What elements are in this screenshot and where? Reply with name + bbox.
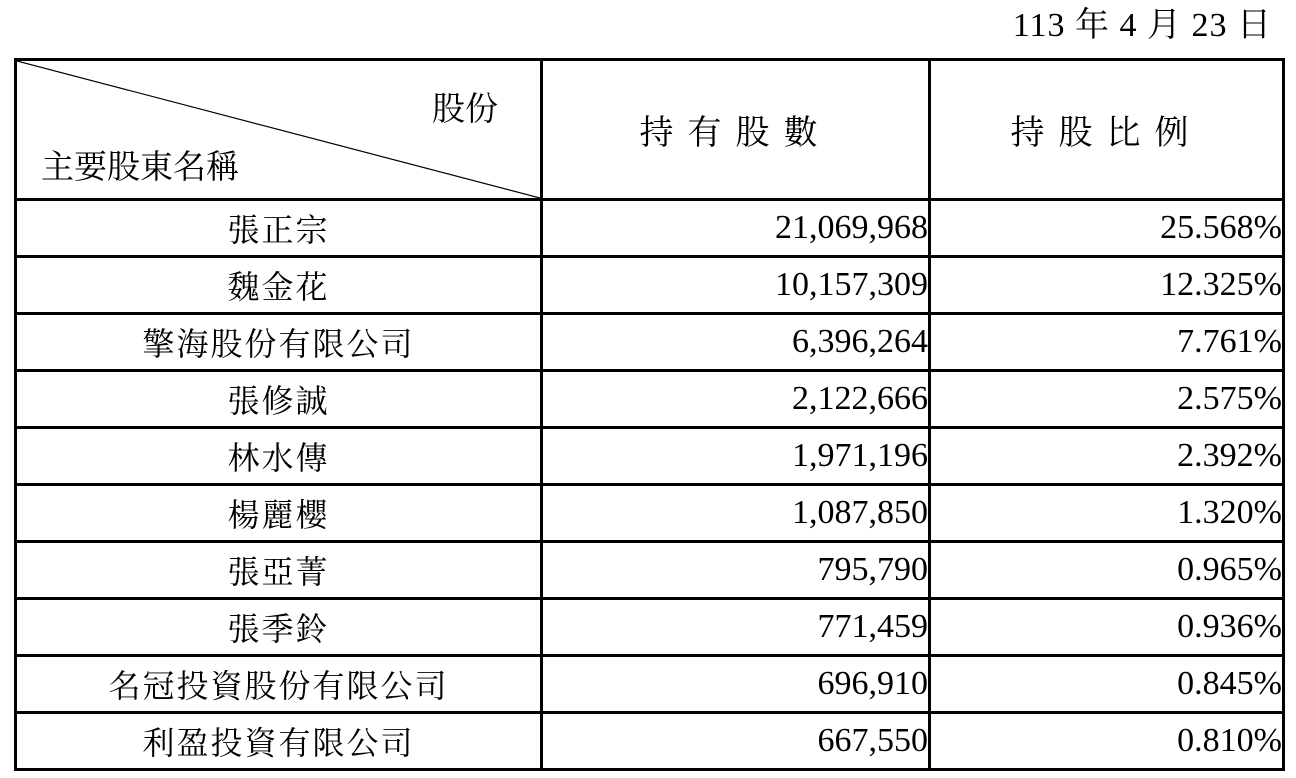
shareholding-ratio: 2.392%: [930, 428, 1284, 485]
shareholding-ratio: 25.568%: [930, 200, 1284, 257]
table-row: [16, 200, 1284, 257]
table-row: [16, 656, 1284, 713]
shareholder-name: 張修誠: [16, 371, 542, 428]
shareholder-name: 名冠投資股份有限公司: [16, 656, 542, 713]
shareholder-name: 楊麗櫻: [16, 485, 542, 542]
shares-axis-label: 股份: [432, 89, 498, 128]
shareholding-ratio: 2.575%: [930, 371, 1284, 428]
shareholder-name: 張季鈴: [16, 599, 542, 656]
major-shareholders-table: [14, 58, 1285, 771]
table-row: [16, 599, 1284, 656]
shares-held: 1,087,850: [542, 485, 930, 542]
table-row: [16, 314, 1284, 371]
shareholder-name: 林水傳: [16, 428, 542, 485]
shares-held: 21,069,968: [542, 200, 930, 257]
shareholder-name: 利盈投資有限公司: [16, 713, 542, 770]
report-date: 113 年 4 月 23 日: [1012, 7, 1272, 44]
shares-held: 696,910: [542, 656, 930, 713]
shares-held: 795,790: [542, 542, 930, 599]
shareholding-ratio: 1.320%: [930, 485, 1284, 542]
diagonal-header-cell: [16, 60, 542, 200]
shareholding-ratio: 12.325%: [930, 257, 1284, 314]
table-row: [16, 713, 1284, 770]
shareholding-ratio: 7.761%: [930, 314, 1284, 371]
shares-held: 771,459: [542, 599, 930, 656]
table-row: [16, 257, 1284, 314]
table-row: [16, 371, 1284, 428]
shareholder-name: 張亞菁: [16, 542, 542, 599]
shareholding-ratio: 0.936%: [930, 599, 1284, 656]
shares-held: 6,396,264: [542, 314, 930, 371]
shareholding-ratio: 0.845%: [930, 656, 1284, 713]
table-header-row: [16, 60, 1284, 200]
shares-held: 1,971,196: [542, 428, 930, 485]
shareholder-name-axis-label: 主要股東名稱: [41, 147, 239, 186]
shareholding-ratio-header: 持股比例: [930, 60, 1284, 200]
shares-held: 2,122,666: [542, 371, 930, 428]
table-row: [16, 428, 1284, 485]
shareholder-name: 張正宗: [16, 200, 542, 257]
shares-held: 667,550: [542, 713, 930, 770]
table-row: [16, 485, 1284, 542]
shareholding-ratio: 0.810%: [930, 713, 1284, 770]
table-row: [16, 542, 1284, 599]
shareholder-name: 魏金花: [16, 257, 542, 314]
shareholder-name: 擎海股份有限公司: [16, 314, 542, 371]
shares-held: 10,157,309: [542, 257, 930, 314]
shareholding-ratio: 0.965%: [930, 542, 1284, 599]
shares-held-header: 持有股數: [542, 60, 930, 200]
